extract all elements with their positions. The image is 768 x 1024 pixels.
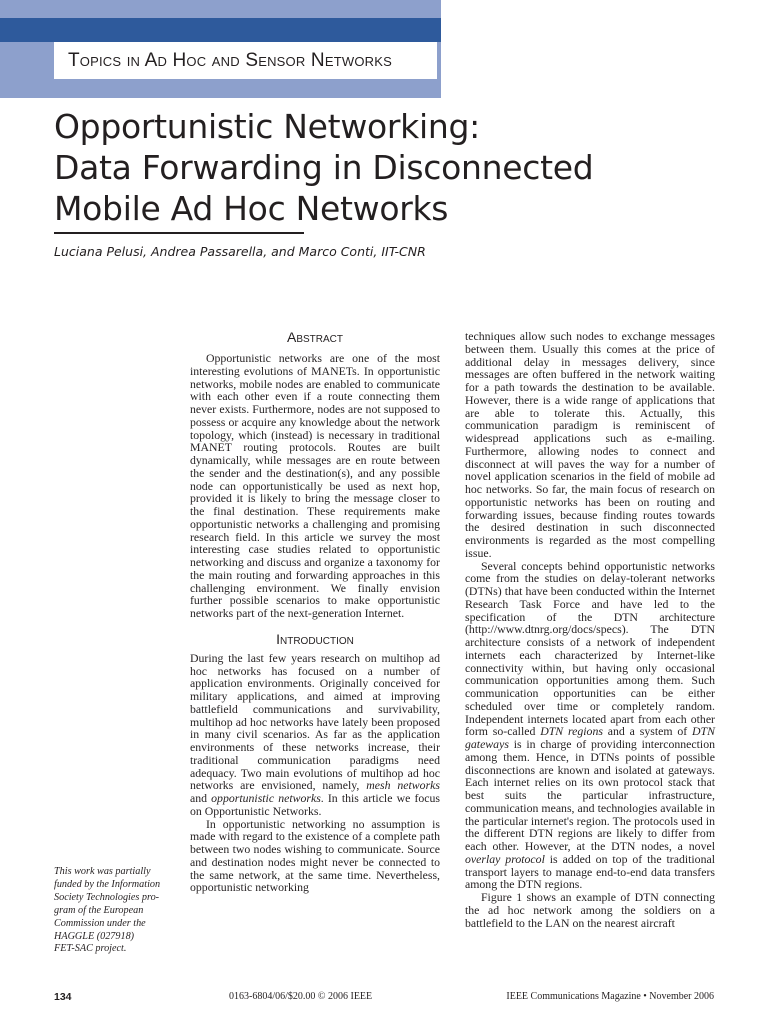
section-label: Topics in Ad Hoc and Sensor Networks	[68, 50, 392, 71]
article-title	[54, 106, 734, 229]
title-divider	[54, 232, 304, 234]
magazine-issue: IEEE Communications Magazine • November 2006	[506, 991, 714, 1002]
abstract-text: Opportunistic networks are one of the most interesting evolutions of MANETs. In opportunistic networks, mobile nodes are enabled to communicate with each other even if a route connecting them never exists. Furthermore, nodes are not supposed to possess or acquire any knowledge about the network topology, which (instead) is necessary in traditional MANET routing protocols. Routes are built dynamically, while messages are en route between the sender and the destination(s), and any possible node can opportunistically be used as next hop, provided it is likely to bring the message closer to the final destination. These requirements make opportunistic networks a challenging and promising research field. In this article we survey the most interesting case studies related to opportunistic networking and discuss and organize a taxonomy for the main routing and forwarding approaches in this challenging environment. We finally envision further possible scenarios to make opportunistic networks part of the next-generation Internet.	[190, 351, 440, 620]
title-line-1: Opportunistic Networking:	[54, 107, 480, 146]
abstract-heading: Abstract	[286, 329, 343, 345]
funding-footnote: This work was partially funded by the Information Society Technologies pro- gram of the European Commission under the HAGGLE (027918) FET-SAC project.	[54, 866, 161, 955]
introduction-heading: Introduction	[276, 630, 354, 647]
column-right	[465, 330, 715, 929]
body-paragraph-1: techniques allow such nodes to exchange messages between them. Usually this comes at the price of additional delay in messages delivery, since messages are often buffered in the network waiting for a path towards the destination to be available. However, there is a wide range of applications that are able to tolerate this. Actually, this communication paradigm is reminiscent of widespread applications such as e-mailing. Furthermore, allowing nodes to connect and disconnect at will paves the way for a number of novel application scenarios in the field of mobile ad hoc networks. So far, the main focus of research on opportunistic networks has been on routing and forwarding issues, because finding routes towards the desired destination in such disconnected environments is regarded as the most compelling issue.	[465, 329, 715, 560]
author-line: Luciana Pelusi, Andrea Passarella, and Marco Conti, IIT-CNR	[54, 244, 426, 259]
body-paragraph-2: Several concepts behind opportunistic networks come from the studies on delay-tolerant networks (DTNs) that have been conducted within the Internet Research Task Force and have led to the specification of the DTN architecture (http://www.dtnrg.org/docs/specs). The DTN architecture consists of a network of independent internets each characterized by Internet-like connectivity within, but having only occasional communication opportunities among them. Such communication opportunities can be either scheduled over time or completely random. Independent internets located apart from each other form so-called DTN regions and a system of DTN gateways is in charge of providing interconnection among them. Hence, in DTNs points of possible disconnections are known and isolated at gateways. Each internet relies on its own protocol stack that best suits the particular infrastructure, communication means, and technologies available in the particular internet's region. The protocols used in the different DTN regions are likely to differ from each other. However, at the DTN nodes, a novel overlay protocol is added on top of the traditional transport layers to manage end-to-end data transfers among the DTN regions.	[465, 558, 715, 892]
issn-copyright: 0163-6804/06/$20.00 © 2006 IEEE	[229, 991, 373, 1002]
intro-paragraph-1: During the last few years research on multihop ad hoc networks has focused on a number of application environments. Originally conceived for military applications, and aimed at improving battlefield communications and survivability, multihop ad hoc networks have lately been proposed in many civil scenarios. As far as the application environments of these networks increase, their traditional communication paradigms need adequacy. Two main evolutions of multihop ad hoc networks are envisioned, namely, mesh networks and opportunistic networks. In this article we focus on Opportunistic Networks.	[190, 650, 440, 818]
header-band-dark	[0, 18, 441, 42]
body-paragraph-3: Figure 1 shows an example of DTN connecting the ad hoc network among the soldiers on a battlefield to the LAN on the nearest aircraft	[465, 890, 715, 930]
column-left	[190, 328, 440, 894]
title-line-3: Mobile Ad Hoc Networks	[54, 189, 449, 228]
header-band-top	[0, 0, 441, 18]
intro-paragraph-2: In opportunistic networking no assumption is made with regard to the existence of a complete path between two nodes wishing to communicate. Source and destination nodes might never be connected to the same network, at the same time. Nevertheless, opportunistic networking	[190, 816, 440, 895]
page-number: 134	[54, 991, 72, 1003]
title-line-2: Data Forwarding in Disconnected	[54, 148, 594, 187]
